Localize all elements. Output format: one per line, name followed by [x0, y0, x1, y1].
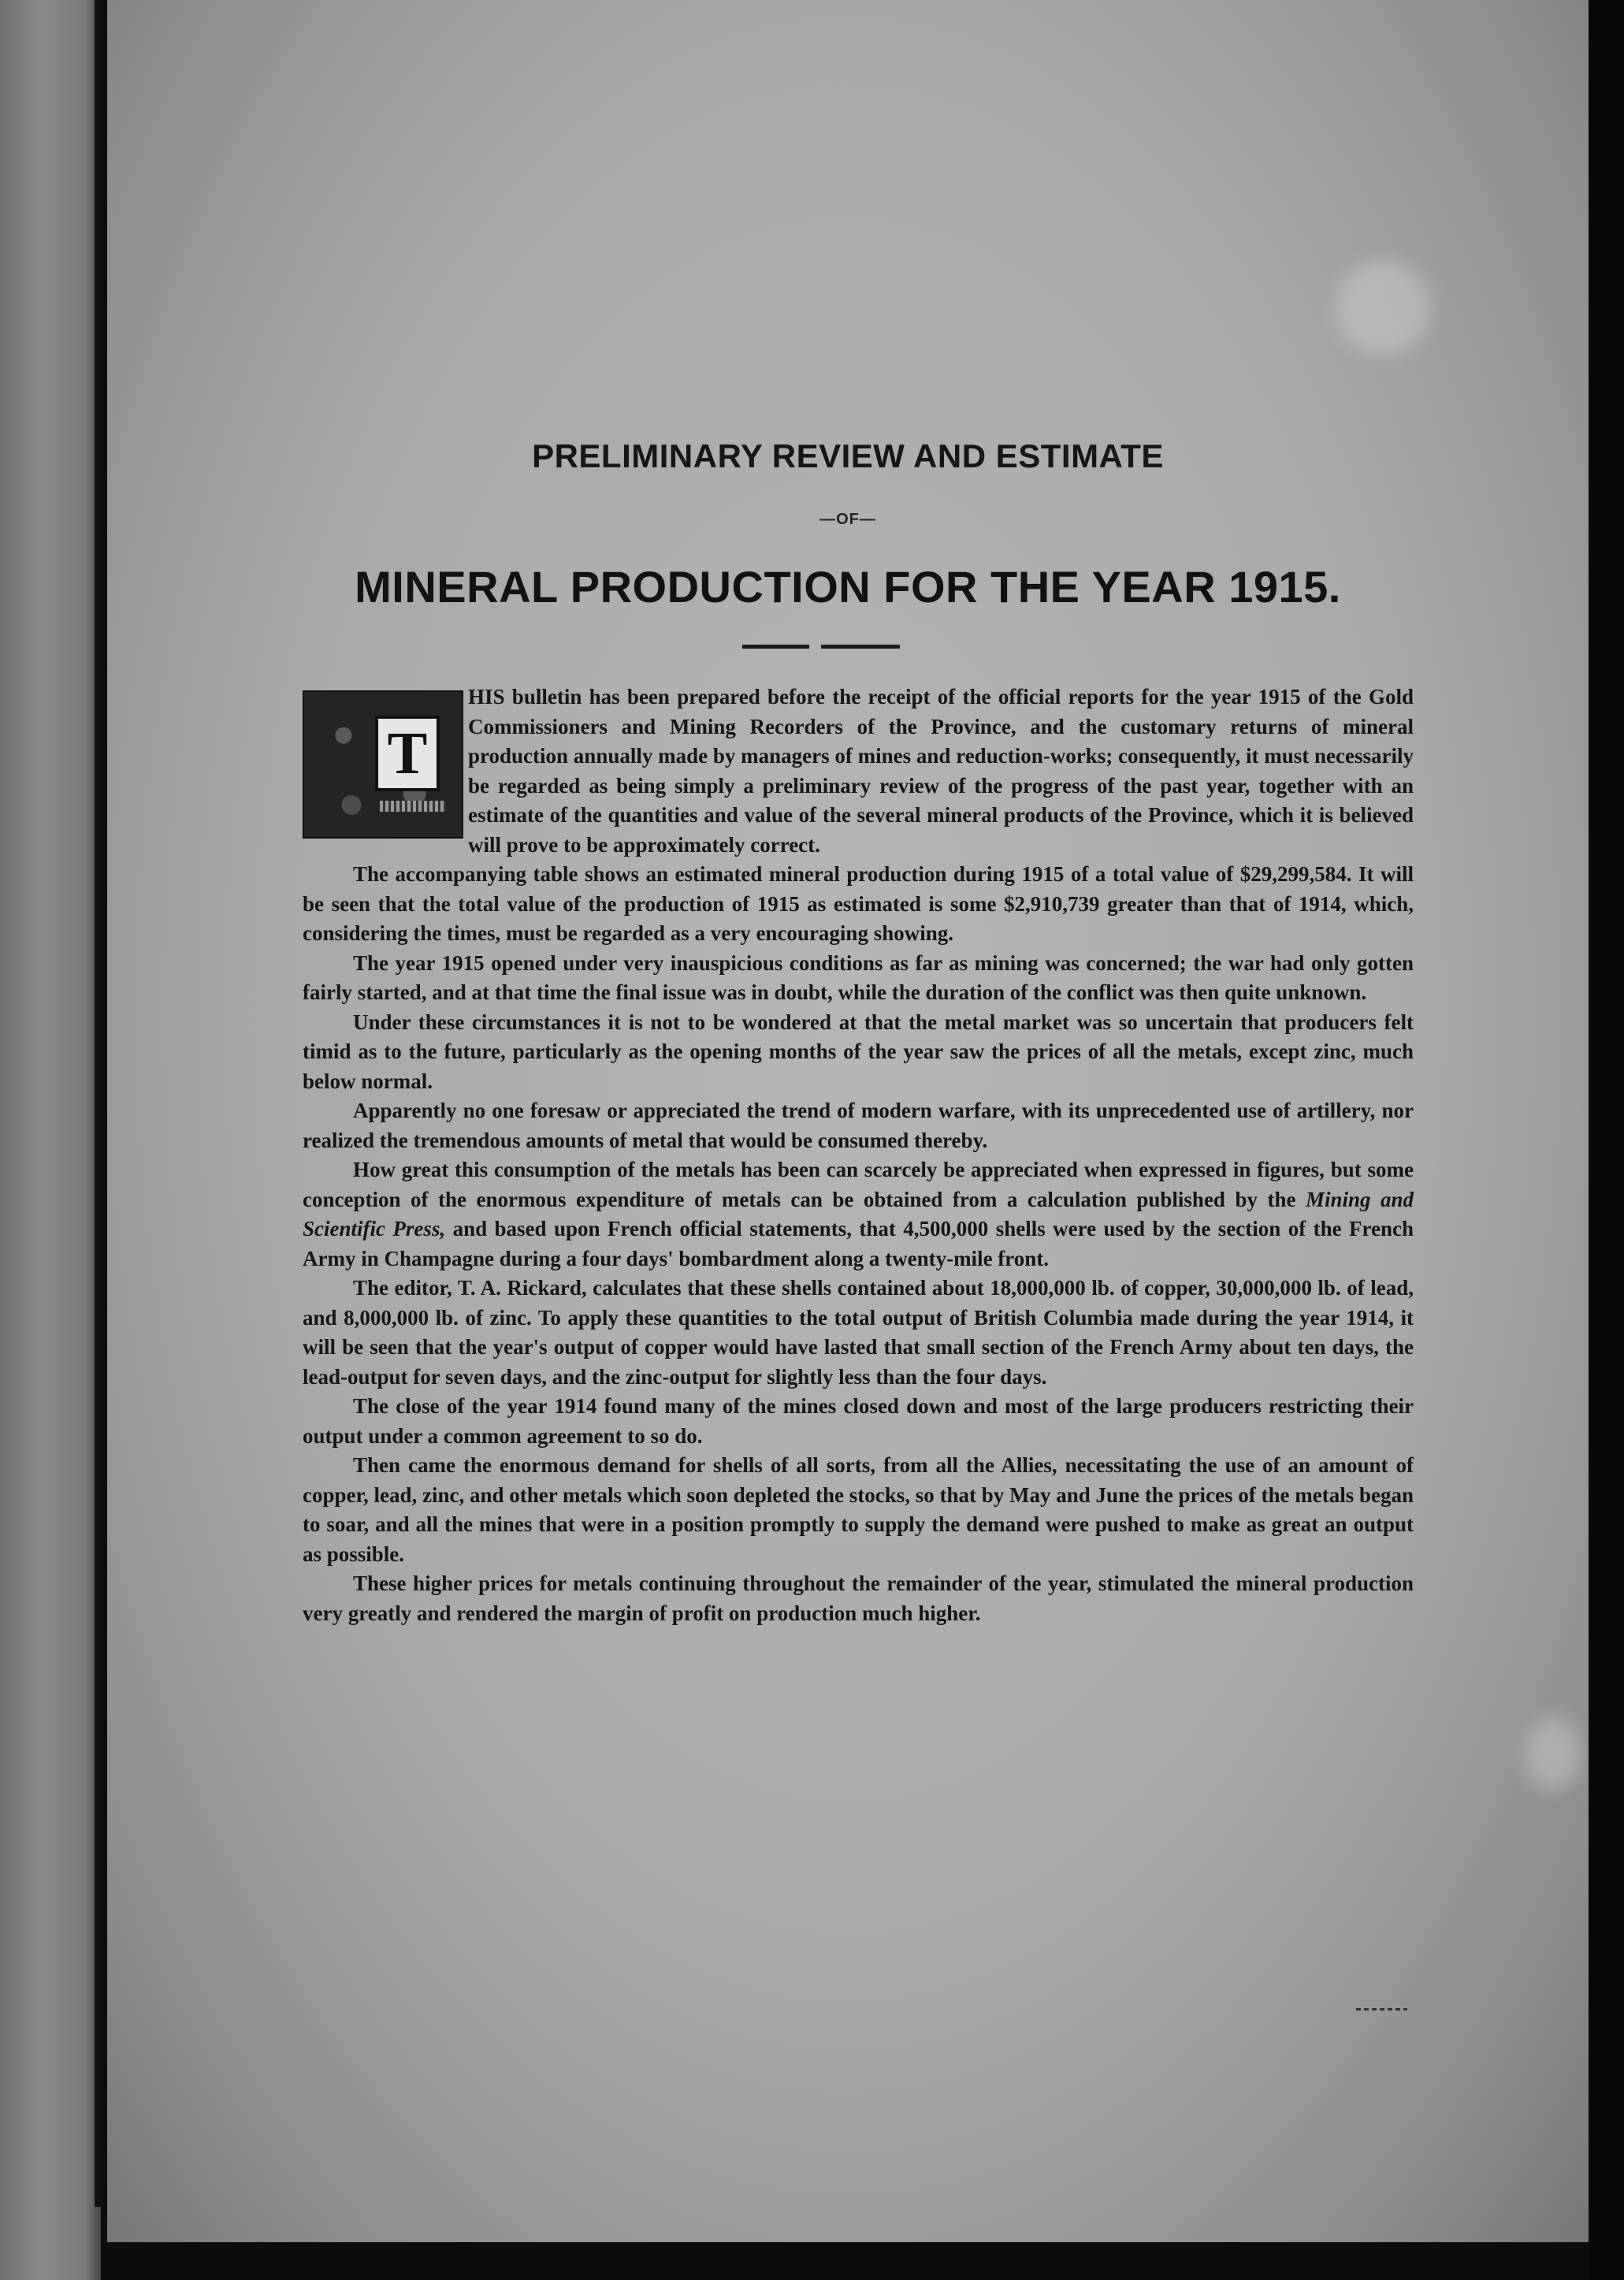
- paper-stain: [1526, 1718, 1581, 1789]
- paragraph-higher-prices: These higher prices for metals continuing throughout the remainder of the year, stimulated the mineral production very greatly and rendered the margin of profit on production much higher.: [303, 1571, 1414, 1625]
- title-rule-left: [742, 645, 809, 649]
- paragraph-consumption-part-b: and based upon French official statements, that 4,500,000 shells were used by the section of the French Army in Champagne during a four days' bombardment along a twenty-mile front.: [303, 1217, 1414, 1270]
- paragraph-close-of-1914: The close of the year 1914 found many of the mines closed down and most of the large producers restricting their output under a common agreement to so do.: [303, 1394, 1414, 1448]
- paragraph-consumption: [303, 1155, 1414, 1274]
- paragraph-intro: HIS bulletin has been prepared before the receipt of the official reports for the year 1915 of the Gold Commissioners and Mining Recorders of the Province, and the customary returns of mineral production annually made by managers of mines and reduction-works; consequently, it must necessarily be regarded as being simply a preliminary review of the progress of the past year, together with an estimate of the quantities and value of the several mineral products of the Province, which it is believed will prove to be approximately correct.: [468, 685, 1414, 857]
- paragraph-total-value: The accompanying table shows an estimated mineral production during 1915 of a total value of $29,299,584. It will be seen that the total value of the production of 1915 as estimated is some $2,910,739 greater than that of 1914, which, considering the times, must be regarded as a very encouraging showing.: [303, 862, 1414, 945]
- book-gutter: [95, 0, 102, 2207]
- right-scan-edge: [1589, 0, 1624, 2280]
- page-heading-preliminary: PRELIMINARY REVIEW AND ESTIMATE: [532, 437, 1164, 474]
- paragraph-metal-market: Under these circumstances it is not to be wondered at that the metal market was so uncertain that producers felt timid as to the future, particularly as the opening months of the year saw the prices of all the metals, except zinc, much below normal.: [303, 1010, 1414, 1093]
- article-body: [303, 683, 1414, 1628]
- dropcap-letter: T: [375, 716, 440, 791]
- publication-name: Mining and Scientific Press,: [303, 1187, 1414, 1240]
- title-rule-right: [821, 645, 900, 649]
- paragraph-rickard-calculation: The editor, T. A. Rickard, calculates that these shells contained about 18,000,000 lb. of copper, 30,000,000 lb. of lead, and 8,000,000 lb. of zinc. To apply these quantities to the total output of British Columbia made during the year 1914, it will be seen that the year's output of copper would have lasted that small section of the French Army about ten days, the lead-output for seven days, and the zinc-output for slightly less than the four days.: [303, 1276, 1414, 1389]
- paragraph-demand-for-shells: Then came the enormous demand for shells of all sorts, from all the Allies, necessitating the use of an amount of copper, lead, zinc, and other metals which soon depleted the stocks, so that by May and June the prices of the metals began to soar, and all the mines that were in a position promptly to supply the demand were pushed to make as great an output as possible.: [303, 1453, 1414, 1566]
- left-page-edge: [0, 0, 101, 2280]
- document-page: [107, 0, 1589, 2242]
- page-title: MINERAL PRODUCTION FOR THE YEAR 1915.: [355, 562, 1341, 612]
- paragraph-modern-warfare: Apparently no one foresaw or appreciated the trend of modern warfare, with its unprecedented use of artillery, nor realized the tremendous amounts of metal that would be consumed thereby.: [303, 1099, 1414, 1152]
- dropcap-ornament-band: [380, 801, 446, 812]
- heading-of-line: —OF—: [819, 511, 876, 528]
- paper-stain: [1336, 260, 1431, 355]
- ornamental-dropcap: [303, 690, 463, 839]
- paragraph-inauspicious-start: The year 1915 opened under very inauspicious conditions as far as mining was concerned; the war had only gotten fairly started, and at that time the final issue was in doubt, while the duration of the conflict was then quite unknown.: [303, 950, 1414, 1004]
- paragraph-consumption-part-a: How great this consumption of the metals has been can scarcely be appreciated when expressed in figures, but some conception of the enormous expenditure of metals can be obtained from a calculation published by the: [303, 1158, 1414, 1211]
- footer-mark: [1356, 2008, 1407, 2010]
